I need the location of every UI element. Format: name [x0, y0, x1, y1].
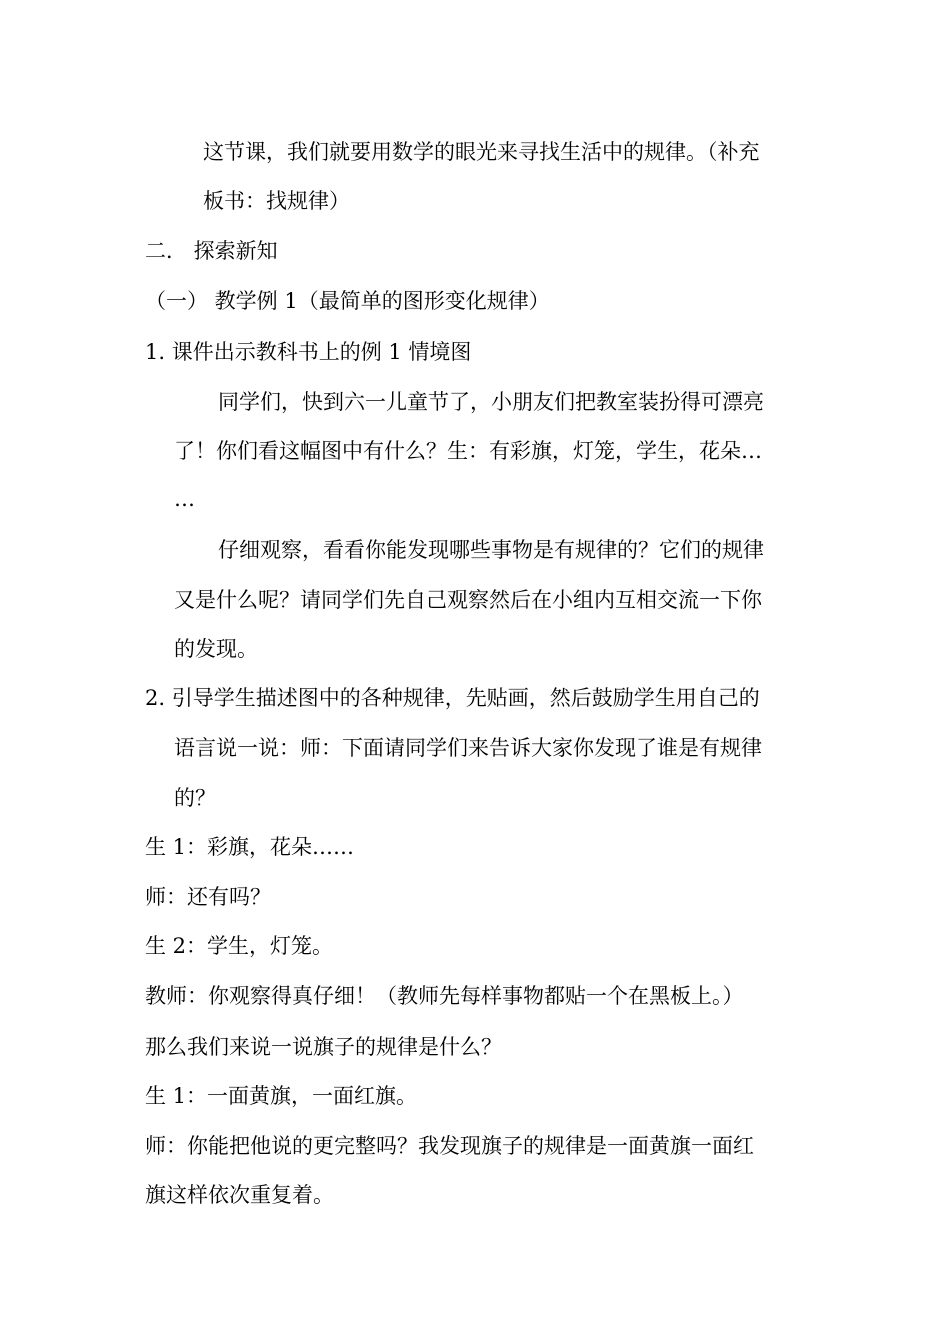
text-line: 同学们，快到六一儿童节了，小朋友们把教室装扮得可漂亮 [218, 390, 764, 414]
dialogue-line: 生 1：一面黄旗，一面红旗。 [145, 1084, 418, 1108]
text-line: 又是什么呢？请同学们先自己观察然后在小组内互相交流一下你 [174, 588, 762, 612]
dialogue-line: 生 1：彩旗，花朵…… [145, 835, 355, 859]
text-line: 的发现。 [174, 637, 258, 661]
dialogue-line: 生 2：学生，灯笼。 [145, 934, 334, 958]
text-line: 了！你们看这幅图中有什么？生：有彩旗，灯笼，学生，花朵… [174, 439, 762, 463]
text-line: 的？ [174, 786, 216, 810]
text-line: 板书：找规律） [203, 189, 350, 213]
text-line: … [174, 487, 195, 511]
subsection-heading: （一） 教学例 1（最简单的图形变化规律） [145, 289, 550, 313]
dialogue-line: 师：你能把他说的更完整吗？我发现旗子的规律是一面黄旗一面红 [145, 1134, 754, 1158]
dialogue-line: 师：还有吗？ [145, 885, 271, 909]
dialogue-line: 旗这样依次重复着。 [145, 1183, 334, 1207]
text-line: 语言说一说：师：下面请同学们来告诉大家你发现了谁是有规律 [174, 736, 762, 760]
section-heading: 二． 探索新知 [145, 239, 278, 263]
text-line: 1. 课件出示教科书上的例 1 情境图 [145, 340, 472, 364]
dialogue-line: 那么我们来说一说旗子的规律是什么？ [145, 1035, 502, 1059]
text-line: 这节课，我们就要用数学的眼光来寻找生活中的规律。（补充 [203, 140, 760, 164]
dialogue-line: 教师：你观察得真仔细！（教师先每样事物都贴一个在黑板上。） [145, 984, 744, 1008]
text-line: 2. 引导学生描述图中的各种规律，先贴画，然后鼓励学生用自己的 [145, 686, 760, 710]
text-line: 仔细观察，看看你能发现哪些事物是有规律的？它们的规律 [218, 538, 764, 562]
